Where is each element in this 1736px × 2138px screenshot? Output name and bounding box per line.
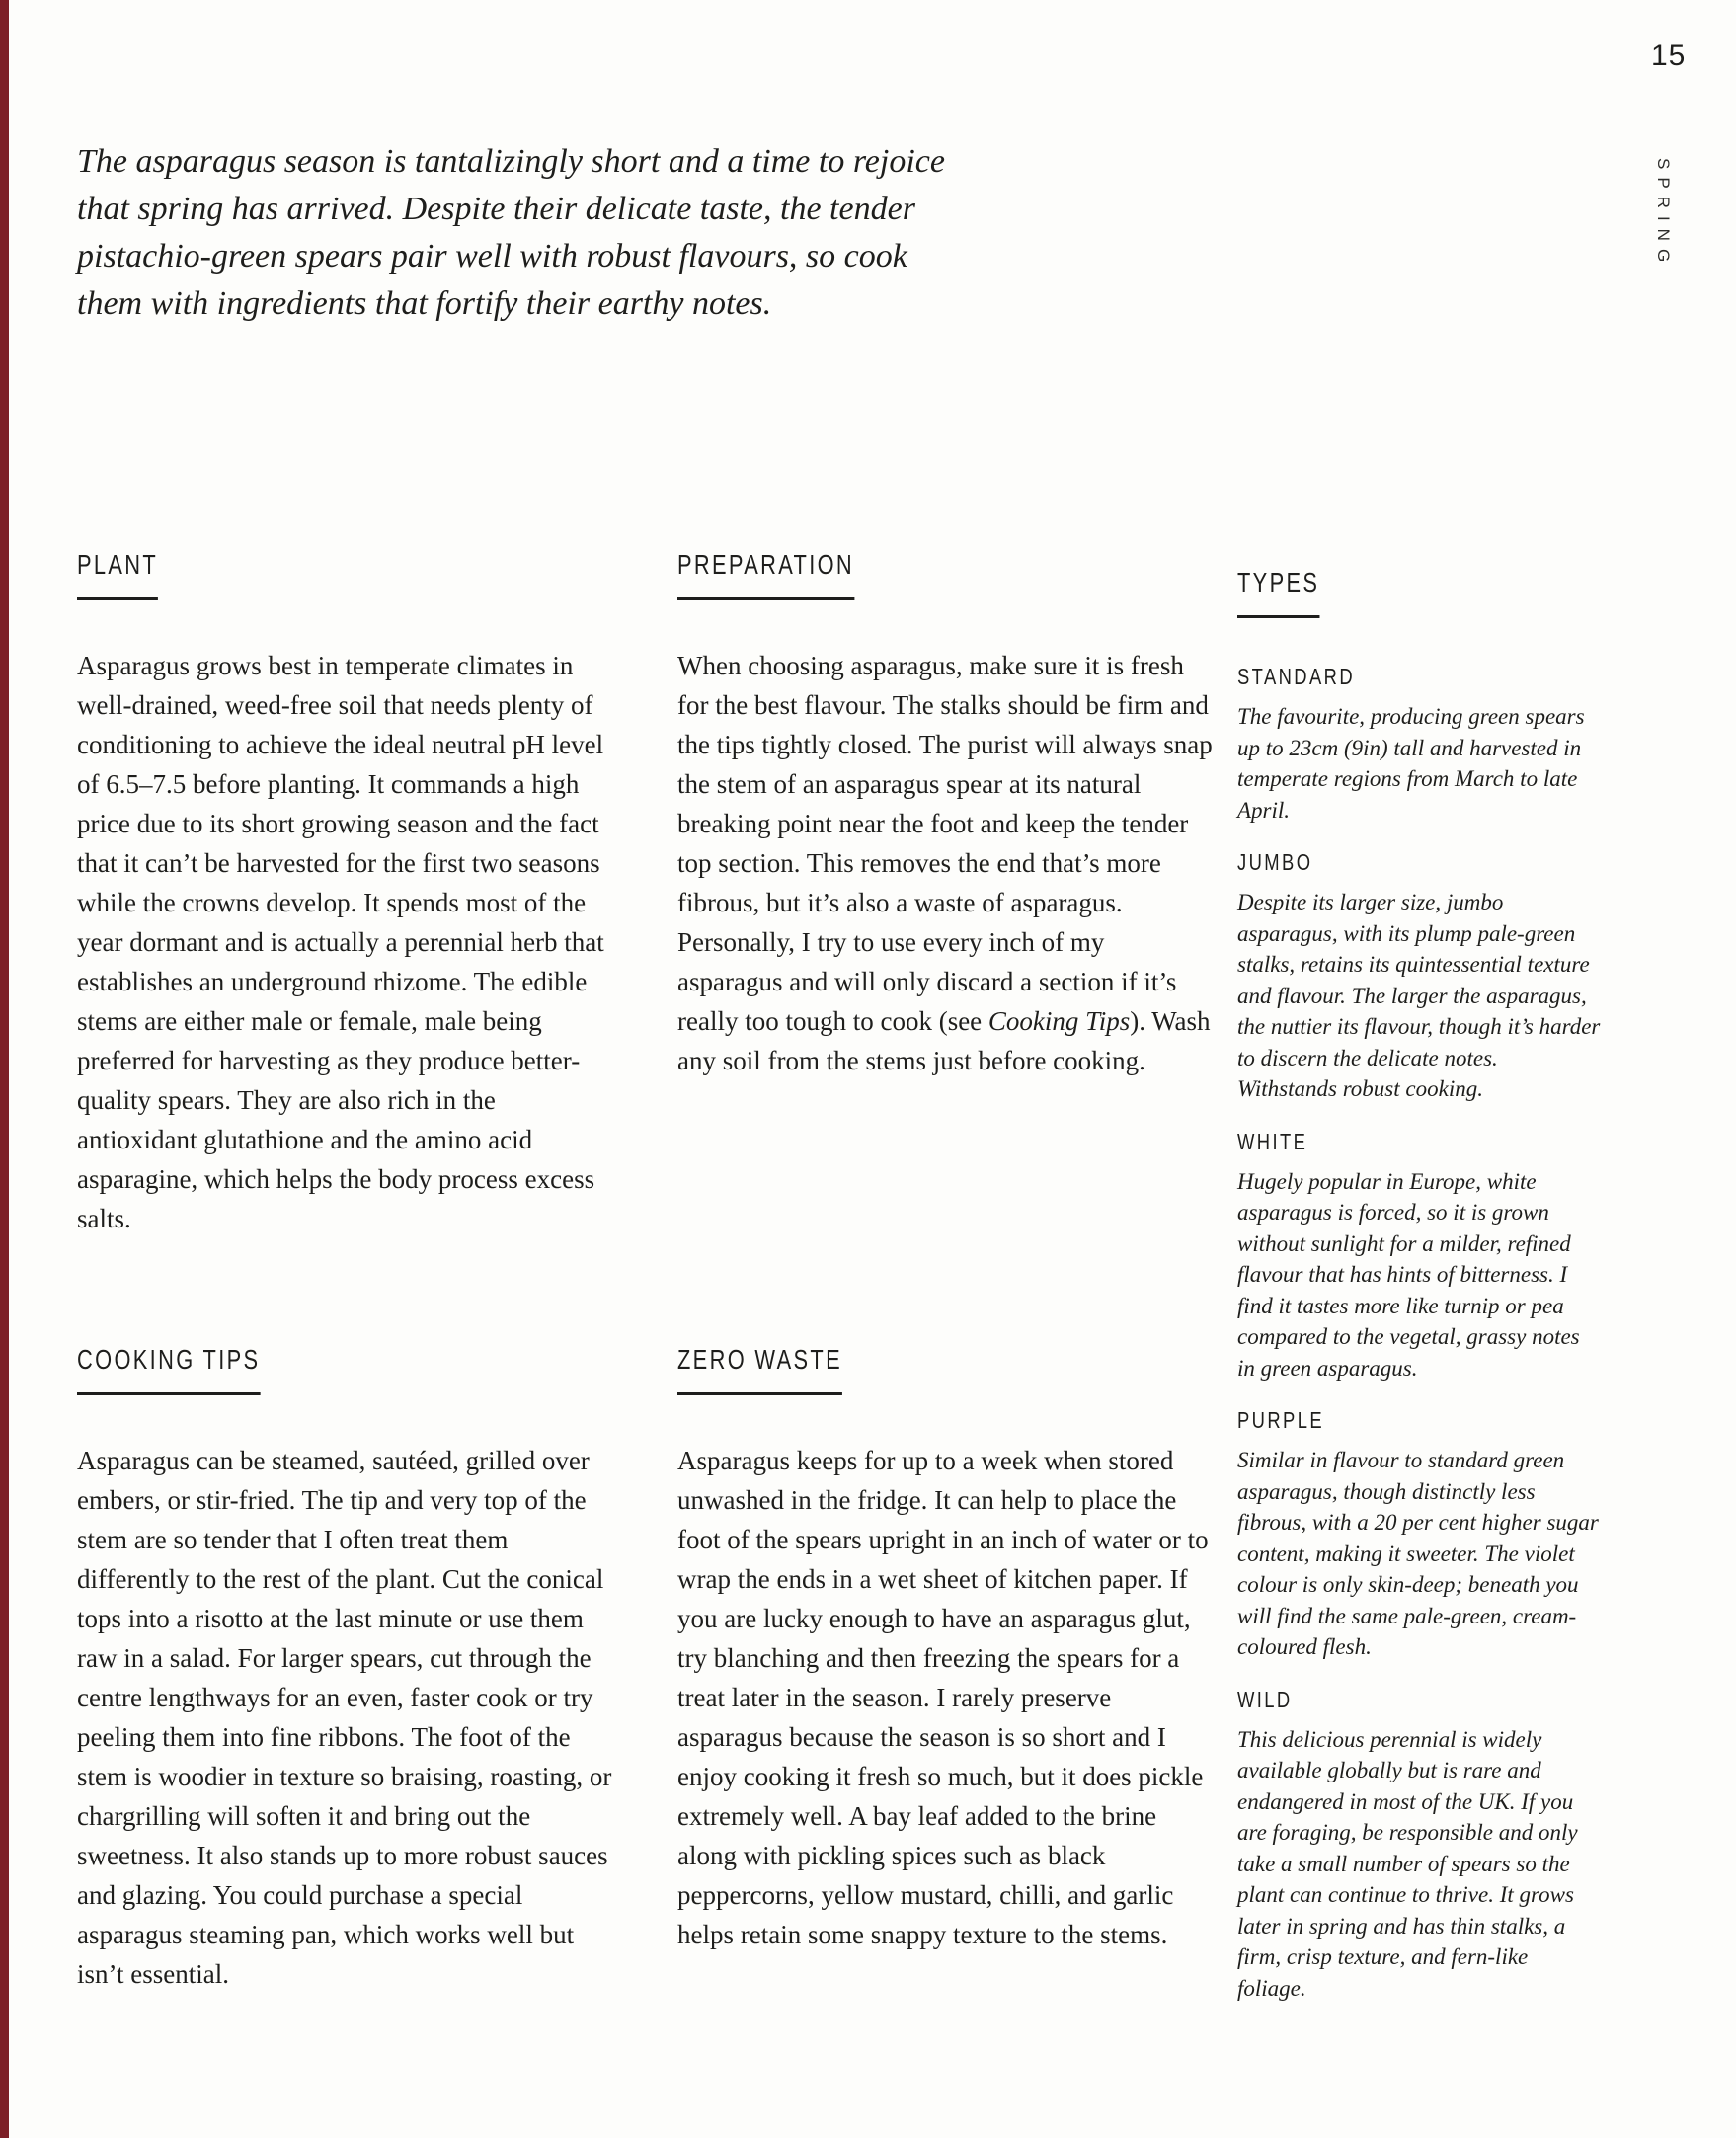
type-item-standard [1237,664,1632,826]
content-columns [77,548,1632,2027]
preparation-heading: PREPARATION [677,548,854,600]
type-purple-name: PURPLE [1237,1407,1325,1433]
plant-heading: PLANT [77,548,158,600]
section-cooking-tips [77,1343,615,1994]
types-heading: TYPES [1237,566,1319,618]
type-item-wild [1237,1687,1632,2005]
preparation-body-italic-ref: Cooking Tips [987,1006,1131,1036]
column-types [1237,548,1632,2027]
intro-paragraph: The asparagus season is tantalizingly short and a time to rejoice that spring has arrived. Despite their delicate taste, the tender pistachio-green spears pair well with robust flavours, so cook them with ingredients that fortify their earthy notes. [77,143,945,322]
type-standard-name: STANDARD [1237,664,1356,689]
type-item-purple [1237,1407,1632,1663]
page-number: 15 [1651,40,1687,72]
plant-body: Asparagus grows best in temperate climates in well-drained, weed-free soil that needs plenty of conditioning to achieve the ideal neutral pH level of 6.5–7.5 before planting. It commands a high price due to its short growing season and the fact that it can’t be harvested for the first two seasons while the crowns develop. It spends most of the year dormant and is actually a perennial herb that establishes an underground rhizome. The edible stems are either male or female, male being preferred for harvesting as they produce better-quality spears. They are also rich in the antioxidant glutathione and the amino acid asparagine, which helps the body process excess salts. [77,651,604,1233]
type-white-description: Hugely popular in Europe, white asparagus is forced, so it is grown without sunlight for a milder, refined flavour that has hints of bitterness. I find it tastes more like turnip or pea compared to the vegetal, grassy notes in green asparagus. [1237,1168,1580,1381]
cooking-tips-body: Asparagus can be steamed, sautéed, grilled over embers, or stir-fried. The tip and very top of the stem are so tender that I often treat them differently to the rest of the plant. Cut the conical tops into a risotto at the last minute or use them raw in a salad. For larger spears, cut through the centre lengthways for an even, faster cook or try peeling them into fine ribbons. The foot of the stem is woodier in texture so braising, roasting, or chargrilling will soften it and bring out the sweetness. It also stands up to more robust sauces and glazing. You could purchase a special asparagus steaming pan, which works well but isn’t essential. [77,1446,612,1989]
type-standard-description: The favourite, producing green spears up to 23cm (9in) tall and harvested in temperate regions from March to late April. [1237,704,1585,823]
type-white-name: WHITE [1237,1128,1308,1154]
preparation-body-part1: When choosing asparagus, make sure it is fresh for the best flavour. The stalks should be firm and the tips tightly closed. The purist will always snap the stem of an asparagus spear at its natural breaking point near the foot and keep the tender top section. This removes the end that’s more fibrous, but it’s also a waste of asparagus. Personally, I try to use every inch of my asparagus and will only discard a section if it’s really too tough to cook (see [677,651,1213,1036]
section-preparation [677,548,1216,1343]
type-jumbo-description: Despite its larger size, jumbo asparagus, with its plump pale-green stalks, retains its quintessential texture and flavour. The larger the asparagus, the nuttier its flavour, though it’s harder to discern the delicate notes. Withstands robust cooking. [1237,890,1601,1101]
type-wild-name: WILD [1237,1686,1293,1712]
spring-vertical-label: SPRING [1654,158,1673,271]
zero-waste-body: Asparagus keeps for up to a week when stored unwashed in the fridge. It can help to place the foot of the spears upright in an inch of water or to wrap the ends in a wet sheet of kitchen paper. If you are lucky enough to have an asparagus glut, try blanching and then freezing the spears for a treat later in the season. I rarely preserve asparagus because the season is so short and I enjoy cooking it fresh so much, but it does pickle extremely well. A bay leaf added to the brine along with pickling spices such as black peppercorns, yellow mustard, chilli, and garlic helps retain some snappy texture to the stems. [677,1446,1209,1949]
zero-waste-heading: ZERO WASTE [677,1343,842,1395]
type-purple-description: Similar in flavour to standard green asparagus, though distinctly less fibrous, with a 20 per cent higher sugar content, making it sweeter. The violet colour is only skin-deep; beneath you will find the same pale-green, cream-coloured flesh. [1237,1448,1599,1659]
type-jumbo-name: JUMBO [1237,849,1313,875]
column-middle [677,548,1216,1954]
preparation-body-part2: ). Wash any soil from the stems just before cooking. [677,1006,1211,1075]
section-zero-waste [677,1343,1216,1954]
section-plant [77,548,615,1343]
column-left [77,548,615,1994]
preparation-body [677,646,1216,1080]
cooking-tips-heading: COOKING TIPS [77,1343,260,1395]
type-wild-description: This delicious perennial is widely available globally but is rare and endangered in most of the UK. If you are foraging, be responsible and only take a small number of spears so the plant can continue to thrive. It grows later in spring and has thin stalks, a firm, crisp texture, and fern-like foliage. [1237,1726,1578,2001]
type-item-white [1237,1129,1632,1385]
type-item-jumbo [1237,849,1632,1105]
left-spine-stripe [0,0,9,2138]
